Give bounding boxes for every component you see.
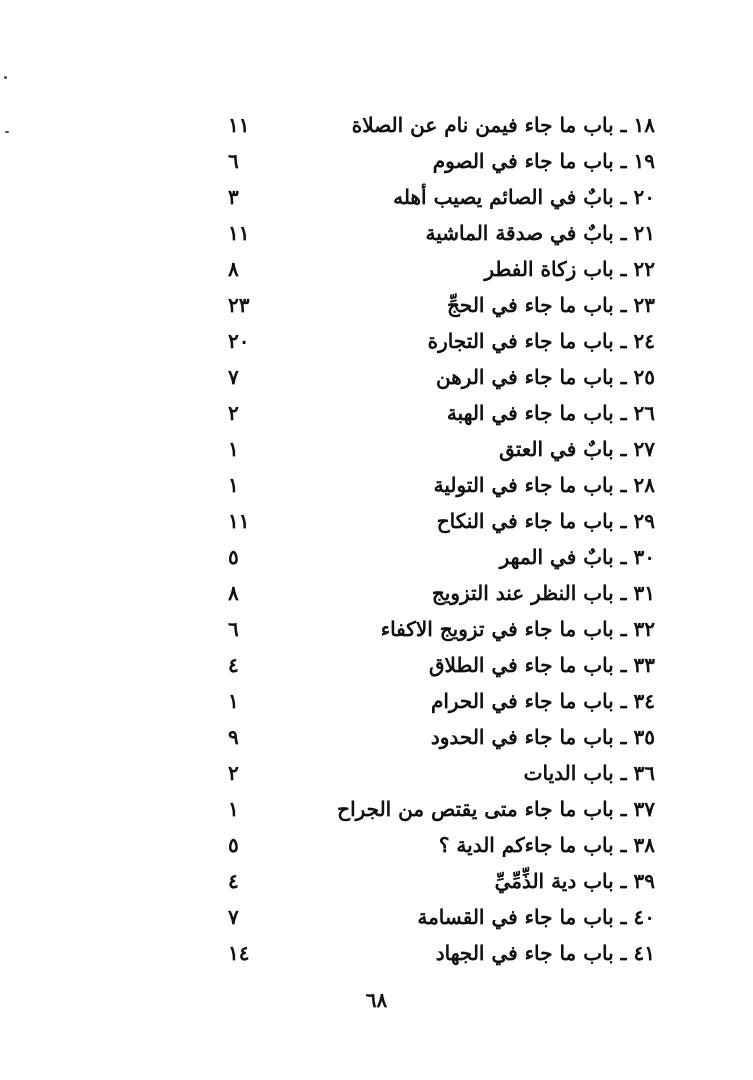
entry-count: ١ <box>228 437 239 461</box>
toc-entry <box>200 143 655 179</box>
toc-entry <box>200 395 655 431</box>
entry-count: ١١ <box>228 221 250 245</box>
entry-count: ٤ <box>228 869 239 893</box>
entry-count: ٢ <box>228 761 239 785</box>
entry-title: ٢٨ ـ باب ما جاء في التولية <box>433 473 655 497</box>
entry-count: ٩ <box>228 725 239 749</box>
toc-entry <box>200 647 655 683</box>
scan-speck <box>5 131 9 133</box>
toc-entry <box>200 827 655 863</box>
scan-speck <box>4 76 7 79</box>
entry-title: ٣٢ ـ باب ما جاء في تزويج الاكفاء <box>380 617 655 641</box>
toc-entry <box>200 539 655 575</box>
entry-title: ١٨ ـ باب ما جاء فيمن نام عن الصلاة <box>351 113 655 137</box>
entry-count: ١٤ <box>228 941 250 965</box>
toc-entry <box>200 683 655 719</box>
entry-title: ١٩ ـ باب ما جاء في الصوم <box>432 149 655 173</box>
entry-count: ٥ <box>228 833 239 857</box>
toc-entry <box>200 935 655 971</box>
entry-count: ١١ <box>228 509 250 533</box>
entry-count: ١ <box>228 473 239 497</box>
toc-entry <box>200 107 655 143</box>
entry-title: ٢٦ ـ باب ما جاء في الهبة <box>446 401 655 425</box>
toc-entry <box>200 287 655 323</box>
toc-entry <box>200 323 655 359</box>
entry-title: ٣٠ ـ بابٌ في المهر <box>499 545 655 569</box>
table-of-contents <box>200 107 655 971</box>
entry-count: ١ <box>228 797 239 821</box>
entry-title: ٢٩ ـ باب ما جاء في النكاح <box>436 509 655 533</box>
entry-title: ٢٥ ـ باب ما جاء في الرهن <box>436 365 655 389</box>
entry-title: ٢٣ ـ باب ما جاء في الحجِّ <box>447 293 655 317</box>
entry-count: ٨ <box>228 257 239 281</box>
entry-title: ٣٩ ـ باب دية الذِّمِّيِّ <box>494 869 655 893</box>
entry-title: ٣٦ ـ باب الديات <box>523 761 655 785</box>
entry-title: ٣٤ ـ باب ما جاء في الحرام <box>430 689 655 713</box>
toc-entry <box>200 755 655 791</box>
entry-count: ٣ <box>228 185 239 209</box>
entry-title: ٢٧ ـ بابٌ في العتق <box>499 437 655 461</box>
toc-entry <box>200 863 655 899</box>
entry-title: ٢١ ـ بابٌ في صدقة الماشية <box>425 221 655 245</box>
entry-title: ٢٤ ـ باب ما جاء في التجارة <box>427 329 655 353</box>
entry-count: ٦ <box>228 149 239 173</box>
toc-entry <box>200 359 655 395</box>
entry-count: ٨ <box>228 581 239 605</box>
entry-title: ٤٠ ـ باب ما جاء في القسامة <box>417 905 655 929</box>
entry-title: ٢٢ ـ باب زكاة الفطر <box>484 257 655 281</box>
entry-count: ٧ <box>228 905 239 929</box>
toc-entry <box>200 719 655 755</box>
entry-count: ١ <box>228 689 239 713</box>
entry-title: ٣١ ـ باب النظر عند التزويج <box>431 581 655 605</box>
toc-entry <box>200 503 655 539</box>
toc-entry <box>200 251 655 287</box>
entry-title: ٣٣ ـ باب ما جاء في الطلاق <box>428 653 655 677</box>
entry-title: ٢٠ ـ بابٌ في الصائم يصيب أهله <box>393 185 655 209</box>
entry-title: ٣٥ ـ باب ما جاء في الحدود <box>430 725 655 749</box>
entry-title: ٣٧ ـ باب ما جاء متى يقتص من الجراح <box>337 797 655 821</box>
toc-entry <box>200 899 655 935</box>
entry-count: ٢٣ <box>228 293 250 317</box>
toc-entry <box>200 575 655 611</box>
page-number: ٦٨ <box>365 988 388 1012</box>
entry-count: ١١ <box>228 113 250 137</box>
toc-entry <box>200 215 655 251</box>
toc-entry <box>200 431 655 467</box>
toc-entry <box>200 611 655 647</box>
entry-title: ٤١ ـ باب ما جاء في الجهاد <box>435 941 655 965</box>
entry-count: ٧ <box>228 365 239 389</box>
toc-entry <box>200 791 655 827</box>
entry-title: ٣٨ ـ باب ما جاءكم الدية ؟ <box>438 833 655 857</box>
toc-entry <box>200 467 655 503</box>
entry-count: ٤ <box>228 653 239 677</box>
entry-count: ٥ <box>228 545 239 569</box>
entry-count: ٢٠ <box>228 329 250 353</box>
entry-count: ٦ <box>228 617 239 641</box>
toc-entry <box>200 179 655 215</box>
entry-count: ٢ <box>228 401 239 425</box>
